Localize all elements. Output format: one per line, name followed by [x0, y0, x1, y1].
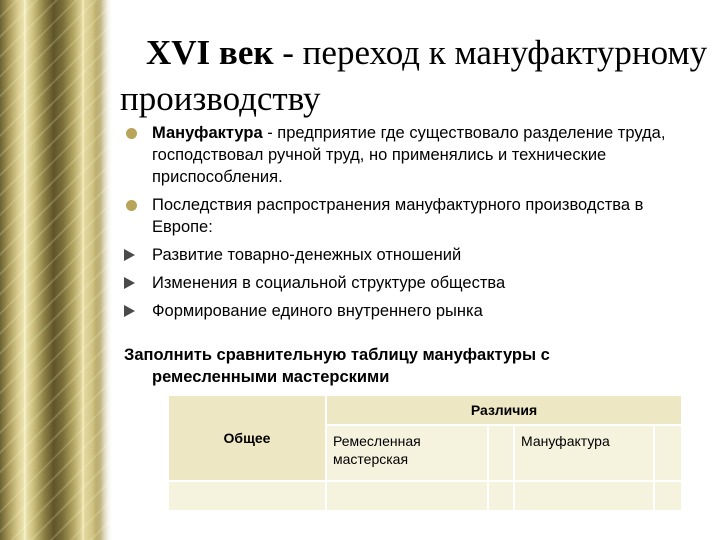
title-century: XVI век	[146, 33, 274, 72]
bullet-item-manufactory	[124, 122, 704, 188]
arrow-item	[124, 272, 704, 294]
bullet-definition: - предприятие где существовало разделение труда, господствовал ручной труд, но применялись и технические приспособления.	[152, 124, 666, 186]
table-cell-empty[interactable]	[326, 481, 488, 511]
table-header-differences: Различия	[326, 395, 682, 425]
slide-title	[120, 30, 710, 122]
decorative-stripe	[82, 0, 84, 540]
arrow-item	[124, 300, 704, 322]
task-instruction	[124, 344, 714, 388]
table-cell-empty	[654, 481, 682, 511]
decorative-side-panel	[0, 0, 112, 540]
table-cell-empty[interactable]	[514, 481, 654, 511]
task-line-1: Заполнить сравнительную таблицу мануфактуры с	[124, 346, 550, 364]
table-header-common: Общее	[168, 395, 326, 481]
comparison-table	[167, 394, 683, 512]
title-rest: - переход к мануфактурному производству	[120, 33, 708, 118]
table-spacer-cell	[488, 425, 514, 481]
bullet-term: Мануфактура	[152, 124, 263, 142]
task-line-2: ремесленными мастерскими	[152, 368, 390, 386]
arrow-item-text: Изменения в социальной структуре общества	[152, 274, 506, 292]
table-spacer-cell	[654, 425, 682, 481]
arrow-item	[124, 244, 704, 266]
decorative-fade	[96, 0, 112, 540]
bullet-dot-icon	[126, 128, 137, 139]
arrow-bullet-icon	[124, 305, 135, 317]
bullet-text: Последствия распространения мануфактурного производства в Европе:	[152, 196, 644, 236]
arrow-item-text: Развитие товарно-денежных отношений	[152, 246, 462, 264]
arrow-item-text: Формирование единого внутреннего рынка	[152, 302, 483, 320]
bullet-dot-icon	[126, 200, 137, 211]
table-header-manufactory: Мануфактура	[514, 425, 654, 481]
bullet-list	[124, 122, 704, 328]
arrow-bullet-icon	[124, 249, 135, 261]
decorative-stripe	[24, 0, 26, 540]
table-header-craft-workshop: Ремесленная мастерская	[326, 425, 488, 481]
arrow-bullet-icon	[124, 277, 135, 289]
table-cell-empty[interactable]	[168, 481, 326, 511]
table-cell-empty	[488, 481, 514, 511]
bullet-item-consequences	[124, 194, 704, 238]
